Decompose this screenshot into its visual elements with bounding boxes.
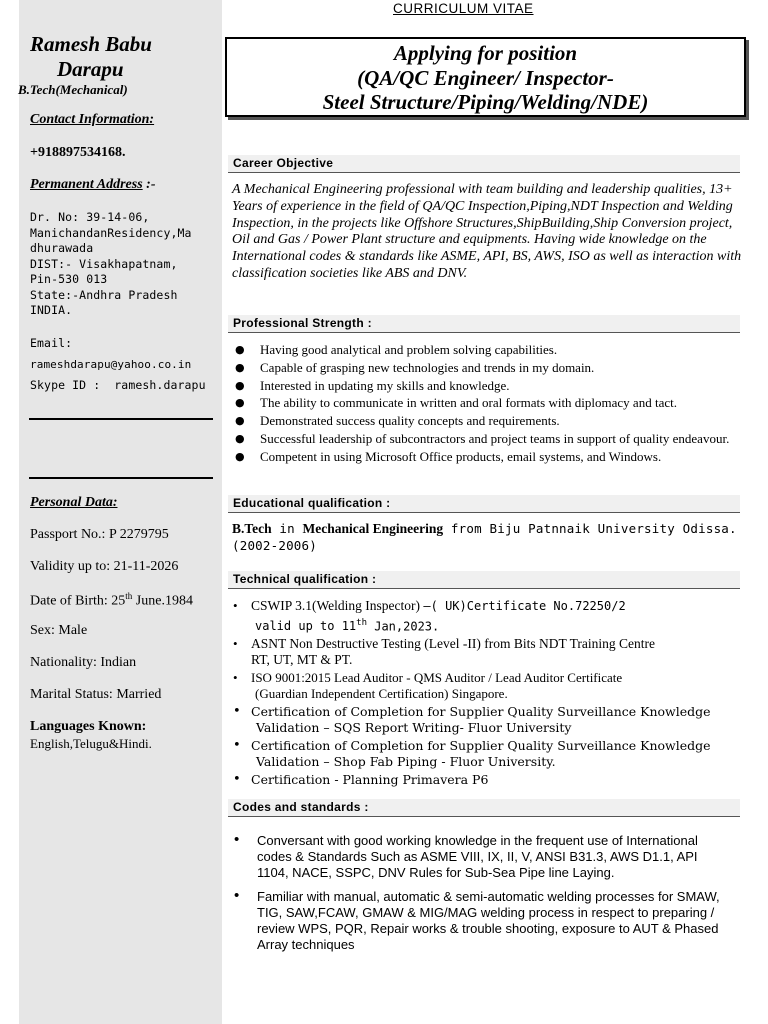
codes-list bbox=[232, 833, 732, 962]
career-objective-text: A Mechanical Engineering professional with team building and leadership qualities, 13+ Years of experience in the field of QA/QC Inspection,Piping,NDT Inspection and Welding Inspection, in the projects like Offshore Structures,ShipBuilding,Ship Conversion project, Oil and Gas / Power Plant structure and equipments. Having wide knowledge on the International codes & standards like ASME, API, BS, AWS, ISO as well as interaction with classification societies like ABS and DNV. bbox=[232, 182, 742, 281]
dob-sup: th bbox=[125, 591, 133, 601]
technical-bar bbox=[228, 571, 740, 589]
personal-data-heading: Personal Data: bbox=[30, 495, 118, 510]
languages-known: English,Telugu&Hindi. bbox=[30, 736, 152, 751]
cv-title: CURRICULUM VITAE bbox=[393, 1, 534, 16]
cswip-c: valid up to 11 bbox=[255, 619, 357, 633]
list-item bbox=[232, 704, 742, 737]
dob-suffix: June.1984 bbox=[132, 593, 193, 609]
address-heading-wrap bbox=[30, 177, 155, 193]
edu-degree: B.Tech bbox=[232, 521, 272, 536]
technical-list bbox=[232, 598, 742, 789]
applying-position-text bbox=[227, 41, 744, 115]
career-objective-heading: Career Objective bbox=[233, 156, 334, 170]
skype-id: Skype ID : ramesh.darapu bbox=[30, 378, 206, 392]
degree: B.Tech(Mechanical) bbox=[18, 82, 128, 97]
email-label: Email: bbox=[30, 336, 73, 350]
dob-prefix: Date of Birth: 25 bbox=[30, 593, 126, 609]
list-item: ● Interested in updating my skills and knowledge. bbox=[232, 377, 742, 395]
name-line-1: Ramesh Babu bbox=[30, 32, 152, 56]
phone-number: +918897534168. bbox=[30, 145, 126, 160]
sex: Sex: Male bbox=[30, 623, 88, 638]
contact-heading: Contact Information: bbox=[30, 112, 155, 127]
list-item: ● Capable of grasping new technologies and trends in my domain. bbox=[232, 359, 742, 377]
passport-number: Passport No.: P 2279795 bbox=[30, 527, 169, 542]
cswip-d: Jan,2023. bbox=[367, 619, 440, 633]
asnt-a: ASNT Non Destructive Testing (Level -II) from Bits NDT Training Centre bbox=[251, 635, 656, 651]
cswip-b: –( UK)Certificate No.72250/2 bbox=[423, 599, 626, 613]
professional-strength-heading: Professional Strength : bbox=[233, 316, 372, 330]
edu-university: from Biju Patnnaik University Odissa.(2002-2006) bbox=[232, 521, 737, 553]
list-item: ● Competent in using Microsoft Office products, email systems, and Windows. bbox=[232, 448, 742, 466]
list-item: ● Successful leadership of subcontractors and project teams in support of quality endeavour. bbox=[232, 430, 742, 448]
cswip-a: CSWIP 3.1(Welding Inspector) bbox=[251, 598, 424, 613]
cert1-a: Certification of Completion for Supplier Quality Surveillance Knowledge bbox=[251, 703, 711, 719]
apply-line-3: Steel Structure/Piping/Welding/NDE) bbox=[322, 90, 649, 114]
sidebar-divider-2 bbox=[29, 477, 213, 479]
list-item bbox=[232, 670, 742, 703]
list-item bbox=[232, 636, 742, 669]
edu-in: in bbox=[271, 521, 303, 536]
cswip-sup: th bbox=[356, 617, 367, 628]
list-item bbox=[232, 738, 742, 771]
cert1-b: Validation – SQS Report Writing- Fluor University bbox=[256, 720, 572, 735]
date-of-birth bbox=[30, 591, 193, 610]
technical-heading: Technical qualification : bbox=[233, 572, 377, 586]
candidate-name bbox=[30, 32, 152, 82]
name-line-2: Darapu bbox=[57, 57, 124, 81]
list-item bbox=[232, 598, 742, 635]
asnt-b: RT, UT, MT & PT. bbox=[251, 652, 353, 667]
passport-validity: Validity up to: 21-11-2026 bbox=[30, 559, 179, 574]
apply-line-1: Applying for position bbox=[393, 41, 578, 65]
professional-strength-bar bbox=[228, 315, 740, 333]
apply-line-2: (QA/QC Engineer/ Inspector- bbox=[357, 65, 614, 90]
iso-a: ISO 9001:2015 Lead Auditor - QMS Auditor / Lead Auditor Certificate bbox=[251, 669, 623, 685]
applying-position-box bbox=[225, 37, 746, 117]
professional-strength-list bbox=[232, 341, 742, 466]
list-item: • Certification - Planning Primavera P6 bbox=[232, 772, 742, 789]
marital-status: Marital Status: Married bbox=[30, 687, 162, 702]
email-address[interactable]: rameshdarapu@yahoo.co.in bbox=[30, 358, 192, 371]
education-text bbox=[232, 520, 742, 554]
nationality: Nationality: Indian bbox=[30, 655, 137, 670]
address-heading: Permanent Address bbox=[30, 177, 143, 192]
permanent-address: Dr. No: 39-14-06, ManichandanResidency,Ma dhurawada DIST:- Visakhapatnam, Pin-530 013 State:-Andhra Pradesh INDIA. bbox=[30, 210, 192, 317]
list-item: • Conversant with good working knowledge in the frequent use of International codes & Standards Such as ASME VIII, IX, II, V, ANSI B31.3, AWS D1.1, API 1104, NACE, SSPC, DNV Rules for Sub-Sea Pipe line Laying. bbox=[232, 833, 732, 880]
codes-bar bbox=[228, 799, 740, 817]
education-bar bbox=[228, 495, 740, 513]
list-item: ● Demonstrated success quality concepts and requirements. bbox=[232, 412, 742, 430]
sidebar-divider bbox=[29, 418, 213, 420]
career-objective-bar bbox=[228, 155, 740, 173]
codes-heading: Codes and standards : bbox=[233, 800, 369, 814]
cert2-b: Validation – Shop Fab Piping - Fluor University. bbox=[256, 754, 556, 769]
cert2-a: Certification of Completion for Supplier Quality Surveillance Knowledge bbox=[251, 737, 711, 753]
list-item: ● Having good analytical and problem solving capabilities. bbox=[232, 341, 742, 359]
list-item: • Familiar with manual, automatic & semi-automatic welding processes for SMAW, TIG, SAW,FCAW, GMAW & MIG/MAG welding process in respect to preparing / review WPS, PQR, Repair works & trouble shooting, exposure to AUT & Phased Array techniques bbox=[232, 889, 732, 952]
education-heading: Educational qualification : bbox=[233, 496, 391, 510]
list-item: ● The ability to communicate in written and oral formats with diplomacy and tact. bbox=[232, 394, 742, 412]
address-heading-suffix: :- bbox=[142, 177, 156, 192]
languages-heading: Languages Known: bbox=[30, 719, 147, 734]
edu-branch: Mechanical Engineering bbox=[302, 521, 444, 536]
iso-b: (Guardian Independent Certification) Singapore. bbox=[255, 686, 508, 701]
